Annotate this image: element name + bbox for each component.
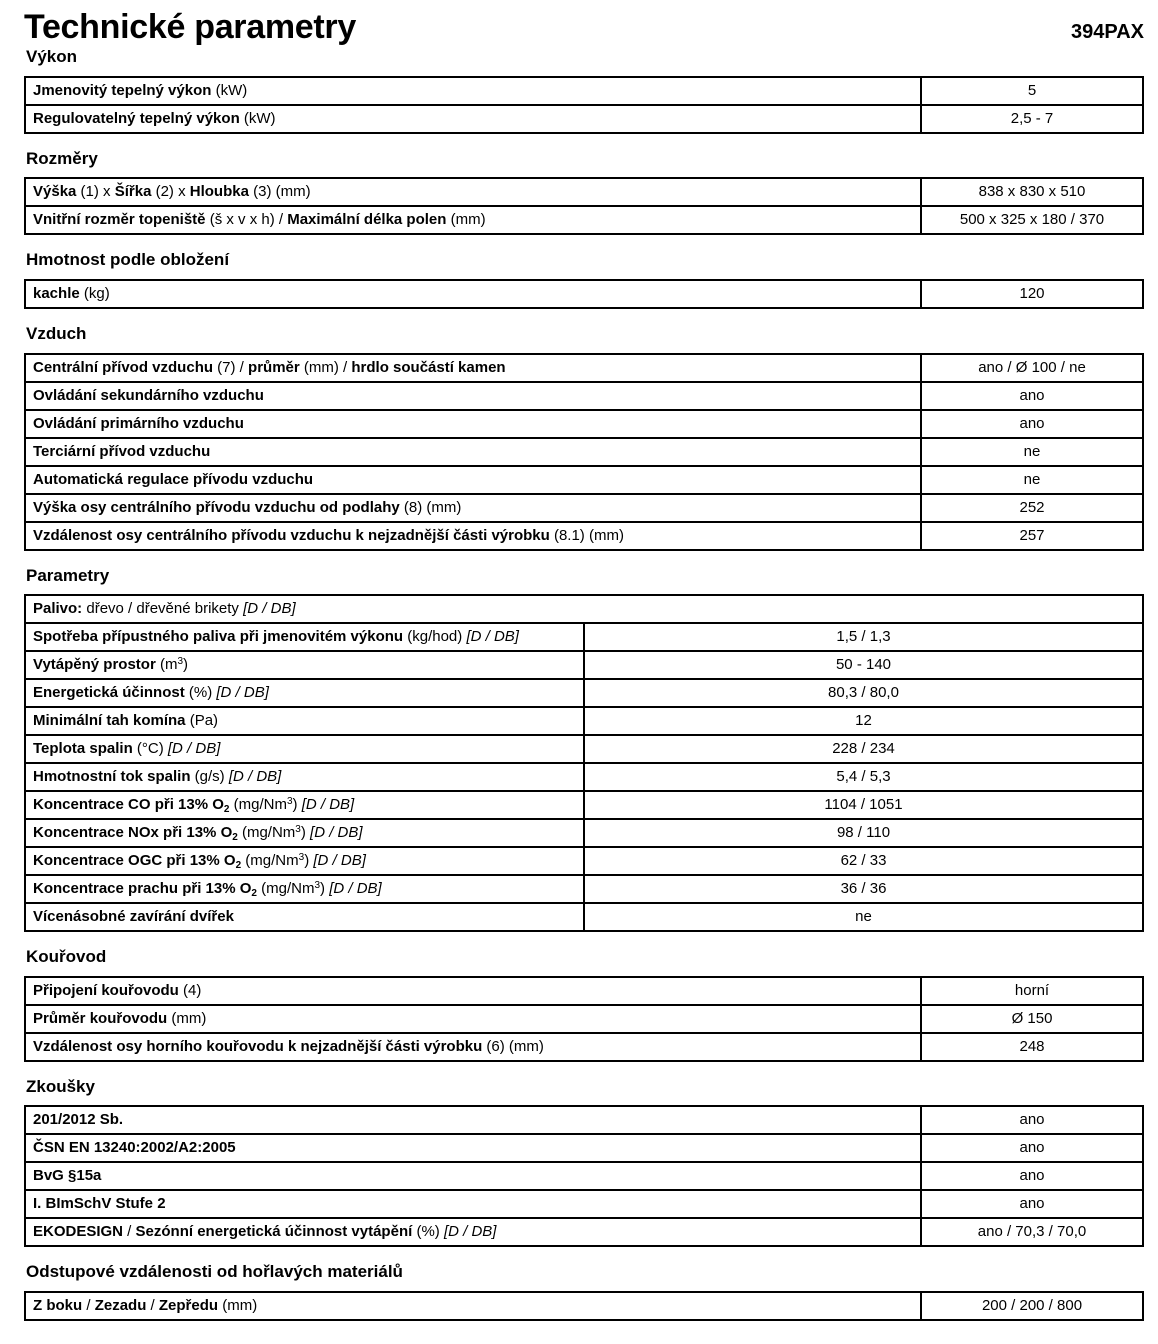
label-text-italic: [D / DB] [313, 852, 366, 870]
label-text-bold: Zepředu [158, 1296, 219, 1314]
table-row [25, 438, 1143, 466]
row-label [25, 494, 921, 522]
label-text: (mm) / [299, 358, 352, 376]
row-value: ano [921, 410, 1143, 438]
label-text-bold: Ovládání sekundárního vzduchu [33, 386, 264, 404]
label-text: (6) (mm) [482, 1037, 544, 1055]
row-value: 500 x 325 x 180 / 370 [921, 206, 1143, 234]
row-value: ano [921, 1134, 1143, 1162]
label-text-italic: [D / DB] [167, 740, 221, 758]
label-text: ) [183, 656, 189, 674]
row-value: ne [921, 466, 1143, 494]
table-row [25, 178, 1143, 206]
label-text-bold: hrdlo součástí kamen [351, 358, 506, 376]
label-text-bold: Koncentrace NOx při 13% O [33, 824, 233, 842]
label-text-superscript: 3 [177, 656, 184, 668]
label-text: (8) (mm) [399, 498, 462, 516]
row-label [25, 206, 921, 234]
label-text: (2) x [151, 183, 190, 201]
table-row [25, 903, 1143, 931]
spec-section [24, 250, 1144, 309]
label-text-subscript: 2 [232, 832, 238, 844]
label-text-bold: Teplota spalin [33, 740, 133, 758]
label-text: (g/s) [190, 768, 229, 786]
label-text-bold: I. BImSchV Stufe 2 [33, 1195, 166, 1213]
table-row [25, 977, 1143, 1005]
row-value: 200 / 200 / 800 [921, 1292, 1143, 1320]
label-text: (4) [178, 981, 202, 999]
row-label [25, 382, 921, 410]
section-table [24, 76, 1144, 134]
table-row [25, 382, 1143, 410]
label-text-bold: Automatická regulace přívodu vzduchu [33, 470, 314, 488]
label-text-bold: průměr [248, 358, 300, 376]
row-label [25, 280, 921, 308]
label-text: (mg/Nm [256, 880, 315, 898]
table-row [25, 105, 1143, 133]
row-value: 257 [921, 522, 1143, 550]
label-text-italic: [D / DB] [243, 600, 296, 618]
label-text-subscript: 2 [223, 804, 230, 816]
label-text: (%) [184, 684, 217, 702]
label-text-bold: Vytápěný prostor [33, 656, 156, 674]
row-label [25, 819, 584, 847]
spec-section [24, 47, 1144, 134]
label-text: (mg/Nm [241, 852, 299, 870]
row-label [25, 791, 584, 819]
table-row [25, 1106, 1143, 1134]
row-value: 1104 / 1051 [584, 791, 1143, 819]
section-heading: Odstupové vzdálenosti od hořlavých materiálů [26, 1262, 403, 1282]
row-label [25, 763, 584, 791]
table-row [25, 707, 1143, 735]
row-value: 248 [921, 1033, 1143, 1061]
row-value: 5,4 / 5,3 [584, 763, 1143, 791]
label-text: (mm) [218, 1296, 258, 1314]
label-text-bold: Sezónní energetická účinnost vytápění [135, 1223, 413, 1241]
row-label [25, 1005, 921, 1033]
label-text: (mg/Nm [229, 796, 287, 814]
label-text-bold: Palivo: [33, 600, 83, 618]
row-label [25, 1218, 921, 1246]
row-label [25, 651, 584, 679]
row-label [25, 1190, 921, 1218]
spec-section [24, 1077, 1144, 1248]
row-value: 80,3 / 80,0 [584, 679, 1143, 707]
row-value: 2,5 - 7 [921, 105, 1143, 133]
section-table [24, 1105, 1144, 1247]
row-label [25, 735, 584, 763]
label-text-bold: Spotřeba přípustného paliva při jmenovitém výkonu [33, 628, 404, 646]
row-value: ano [921, 1162, 1143, 1190]
label-text: / [82, 1296, 95, 1314]
spec-section [24, 149, 1144, 236]
table-row [25, 595, 1143, 623]
table-row [25, 679, 1143, 707]
label-text-bold: Terciární přívod vzduchu [33, 442, 211, 460]
label-text: (mm) [167, 1009, 207, 1027]
label-text-bold: Regulovatelný tepelný výkon [33, 109, 240, 127]
label-text-bold: Připojení kouřovodu [33, 981, 179, 999]
row-value: 36 / 36 [584, 875, 1143, 903]
row-label [25, 466, 921, 494]
label-text-bold: Vzdálenost osy horního kouřovodu k nejzadnější části výrobku [33, 1037, 483, 1055]
label-text: ) [320, 880, 330, 898]
row-label [25, 1292, 921, 1320]
label-text: (mg/Nm [237, 824, 296, 842]
row-label [25, 178, 921, 206]
label-text-bold: Vícenásobné zavírání dvířek [33, 908, 234, 926]
spec-section [24, 1262, 1144, 1321]
label-text-bold: Z boku [33, 1296, 83, 1314]
row-label [25, 105, 921, 133]
table-row [25, 280, 1143, 308]
row-label [25, 847, 584, 875]
table-row [25, 1190, 1143, 1218]
section-table [24, 279, 1144, 309]
row-value: ne [921, 438, 1143, 466]
label-text-italic: [D / DB] [228, 768, 282, 786]
table-row [25, 206, 1143, 234]
label-text-bold: 201/2012 Sb. [33, 1111, 124, 1129]
table-row [25, 791, 1143, 819]
row-label [25, 1106, 921, 1134]
table-row [25, 354, 1143, 382]
section-heading: Rozměry [26, 148, 98, 168]
row-label [25, 679, 584, 707]
label-text: ) [300, 824, 311, 842]
section-table [24, 177, 1144, 235]
row-label [25, 410, 921, 438]
section-table [24, 353, 1144, 551]
label-text-superscript: 3 [286, 796, 293, 808]
table-row [25, 847, 1143, 875]
row-label [25, 1134, 921, 1162]
row-value: 62 / 33 [584, 847, 1143, 875]
label-text-superscript: 3 [314, 880, 321, 892]
row-label [25, 903, 584, 931]
row-label [25, 1162, 921, 1190]
label-text: (kW) [211, 81, 248, 99]
label-text-bold: EKODESIGN [33, 1223, 124, 1241]
label-text-superscript: 3 [295, 824, 301, 836]
label-text: (mm) [446, 211, 486, 229]
label-text-bold: Koncentrace CO při 13% O [33, 796, 224, 814]
label-text-italic: [D / DB] [443, 1223, 497, 1241]
row-value: ano [921, 382, 1143, 410]
label-text: (kg) [79, 285, 110, 302]
label-text-bold: Hloubka [189, 183, 249, 201]
row-label [25, 354, 921, 382]
row-value: 120 [921, 280, 1143, 308]
label-text: / [123, 1223, 136, 1241]
row-label [25, 623, 584, 651]
section-table [24, 594, 1144, 932]
label-text: ) [292, 796, 302, 814]
table-row [25, 494, 1143, 522]
spec-section [24, 324, 1144, 551]
label-text-superscript: 3 [298, 852, 305, 864]
label-text-bold: Hmotnostní tok spalin [33, 768, 191, 786]
label-text-italic: [D / DB] [301, 796, 355, 814]
label-text-bold: Minimální tah komína [33, 712, 186, 730]
label-text-subscript: 2 [251, 888, 257, 900]
label-text-italic: [D / DB] [310, 824, 363, 842]
section-heading: Vzduch [26, 324, 87, 343]
row-value: 228 / 234 [584, 735, 1143, 763]
label-text-bold: Jmenovitý tepelný výkon [33, 81, 212, 99]
label-text: (1) x [76, 183, 115, 201]
label-text-bold: ČSN EN 13240:2002/A2:2005 [33, 1139, 236, 1157]
label-text: dřevo / dřevěné brikety [82, 600, 244, 618]
table-row [25, 819, 1143, 847]
label-text-italic: [D / DB] [216, 684, 269, 702]
row-value: Ø 150 [921, 1005, 1143, 1033]
sections-container [24, 47, 1144, 1320]
table-row [25, 410, 1143, 438]
label-text: (š x v x h) / [205, 211, 288, 229]
label-text-bold: Centrální přívod vzduchu [33, 358, 214, 376]
table-row [25, 522, 1143, 550]
label-text: (m [155, 656, 178, 674]
row-label [25, 77, 921, 105]
label-text-bold: Vzdálenost osy centrálního přívodu vzduchu k nejzadnější části výrobku [33, 526, 550, 544]
label-text: (kg/hod) [403, 628, 467, 646]
row-value: 252 [921, 494, 1143, 522]
label-text: / [146, 1296, 159, 1314]
label-text-bold: Ovládání primárního vzduchu [33, 414, 244, 432]
label-text-bold: Šířka [114, 183, 152, 201]
row-value: 1,5 / 1,3 [584, 623, 1143, 651]
label-text: (kW) [239, 109, 276, 127]
row-value: 50 - 140 [584, 651, 1143, 679]
section-heading: Zkoušky [26, 1076, 95, 1096]
label-text-bold: Výška osy centrálního přívodu vzduchu od podlahy [33, 498, 400, 516]
row-value: 5 [921, 77, 1143, 105]
section-heading: Parametry [26, 565, 110, 585]
row-label [25, 438, 921, 466]
row-value: ano / Ø 100 / ne [921, 354, 1143, 382]
table-row [25, 875, 1143, 903]
row-value: horní [921, 977, 1143, 1005]
table-row [25, 1033, 1143, 1061]
label-text-bold: Vnitřní rozměr topeniště [33, 211, 206, 229]
row-label [25, 875, 584, 903]
row-value: 12 [584, 707, 1143, 735]
table-row [25, 1134, 1143, 1162]
section-heading: Výkon [26, 47, 78, 67]
table-row [25, 623, 1143, 651]
label-text-bold: Energetická účinnost [33, 684, 185, 702]
row-value: ne [584, 903, 1143, 931]
row-value: ano [921, 1106, 1143, 1134]
row-label [25, 1033, 921, 1061]
page-title: Technické parametry [24, 8, 356, 46]
section-table [24, 976, 1144, 1062]
table-row [25, 735, 1143, 763]
label-text-bold: Průměr kouřovodu [33, 1009, 168, 1027]
table-row [25, 651, 1143, 679]
table-row [25, 466, 1143, 494]
document-header [24, 10, 1144, 45]
label-text: (7) / [213, 358, 249, 376]
label-text-italic: [D / DB] [329, 880, 382, 898]
section-table [24, 1291, 1144, 1321]
table-row [25, 1005, 1143, 1033]
table-row [25, 1218, 1143, 1246]
model-number: 394PAX [1070, 21, 1144, 44]
label-text: (%) [412, 1223, 444, 1241]
section-heading: Kouřovod [26, 947, 107, 967]
label-text-bold: BvG §15a [33, 1167, 102, 1185]
row-label [25, 522, 921, 550]
spec-section [24, 566, 1144, 933]
label-text-bold: kachle [33, 285, 80, 302]
label-text-bold: Koncentrace prachu při 13% O [33, 880, 252, 898]
label-text: (°C) [132, 740, 168, 758]
table-row [25, 77, 1143, 105]
label-text: (8.1) (mm) [549, 526, 624, 544]
row-value: ano / 70,3 / 70,0 [921, 1218, 1143, 1246]
table-row [25, 1292, 1143, 1320]
label-text-subscript: 2 [235, 860, 242, 872]
row-value: ano [921, 1190, 1143, 1218]
row-value: 838 x 830 x 510 [921, 178, 1143, 206]
label-text-bold: Koncentrace OGC při 13% O [33, 852, 236, 870]
label-text: (3) (mm) [248, 183, 311, 201]
section-heading: Hmotnost podle obložení [26, 250, 230, 270]
label-text-italic: [D / DB] [466, 628, 519, 646]
row-label [25, 977, 921, 1005]
label-text: ) [304, 852, 314, 870]
label-text: (Pa) [185, 712, 219, 730]
label-text-bold: Výška [33, 183, 77, 201]
row-label [25, 595, 1143, 623]
label-text-bold: Zezadu [94, 1296, 147, 1314]
row-label [25, 707, 584, 735]
table-row [25, 1162, 1143, 1190]
spec-section [24, 947, 1144, 1062]
table-row [25, 763, 1143, 791]
label-text-bold: Maximální délka polen [287, 211, 447, 229]
row-value: 98 / 110 [584, 819, 1143, 847]
